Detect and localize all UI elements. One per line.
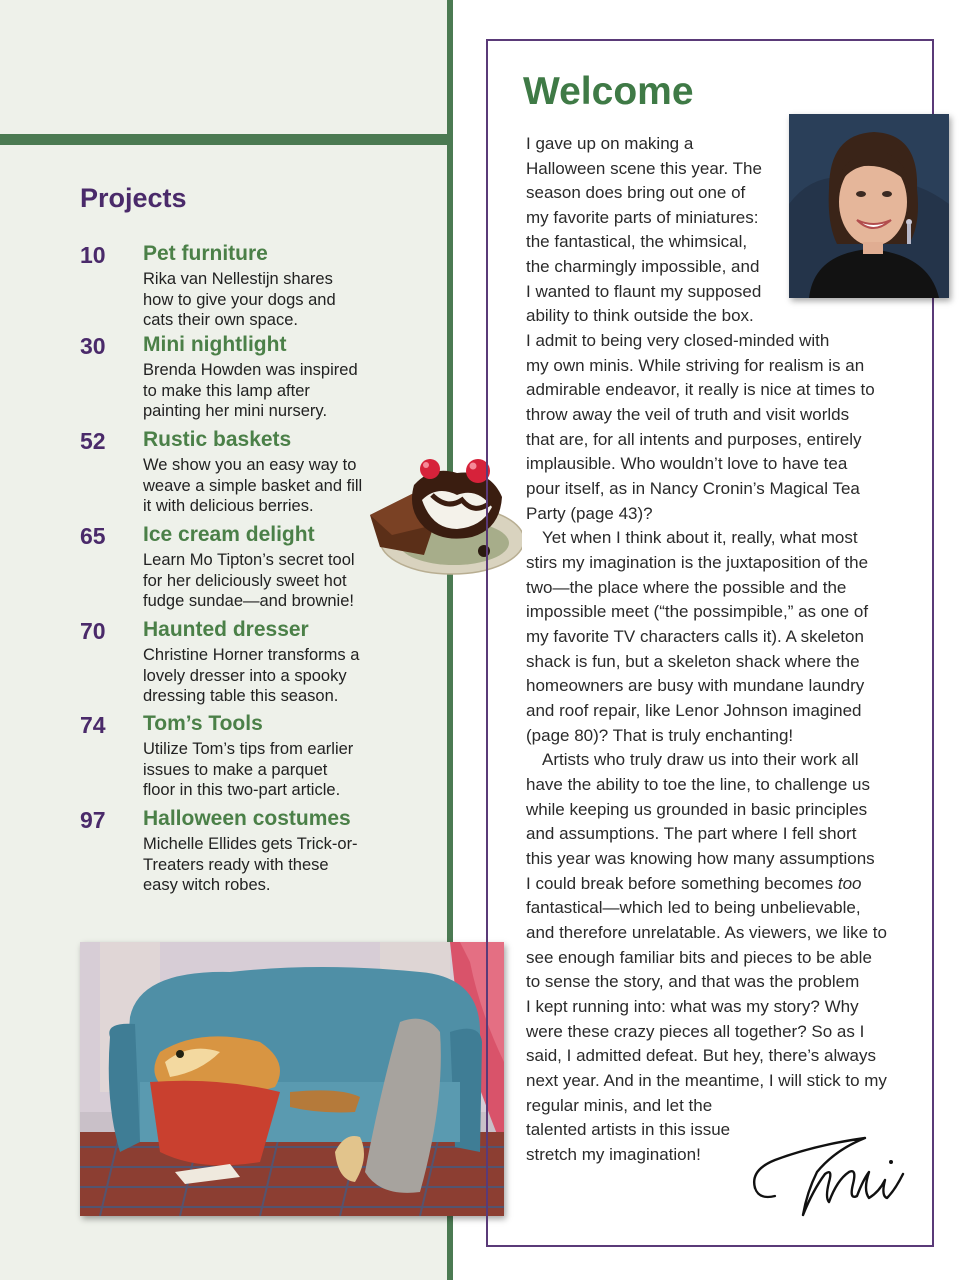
letter-line: (page 80)? That is truly enchanting! <box>526 726 794 745</box>
horizontal-rule <box>0 134 452 145</box>
project-title[interactable]: Haunted dresser <box>143 618 309 641</box>
letter-line: fantastical—which led to being unbelievable, <box>526 898 861 917</box>
letter-line: I wanted to flaunt my supposed <box>526 282 762 301</box>
miniature-sofa-photo <box>80 942 504 1216</box>
letter-line: stretch my imagination! <box>526 1145 701 1164</box>
letter-line: pour itself, as in Nancy Cronin’s Magical Tea <box>526 479 860 498</box>
project-title[interactable]: Pet furniture <box>143 242 268 265</box>
letter-line: my favorite TV characters calls it). A skeleton <box>526 627 864 646</box>
letter-line: I could break before something becomes too <box>526 874 862 893</box>
letter-line: two—the place where the possible and the <box>526 578 847 597</box>
letter-line: the fantastical, the whimsical, <box>526 232 748 251</box>
project-page-number: 30 <box>80 333 106 359</box>
letter-line: have the ability to toe the line, to challenge us <box>526 775 871 794</box>
letter-line: implausible. Who wouldn’t love to have tea <box>526 454 848 473</box>
project-description: Christine Horner transforms a lovely dresser into a spooky dressing table this season. <box>143 646 360 705</box>
project-title[interactable]: Ice cream delight <box>143 523 315 546</box>
letter-line: and therefore unrelatable. As viewers, we like to <box>526 923 887 942</box>
letter-line: my favorite parts of miniatures: <box>526 208 759 227</box>
letter-line: I gave up on making a <box>526 134 694 153</box>
project-title[interactable]: Rustic baskets <box>143 428 292 451</box>
letter-line: stirs my imagination is the juxtaposition of the <box>526 553 869 572</box>
project-page-number: 70 <box>80 618 106 644</box>
project-page-number: 74 <box>80 712 106 738</box>
signature <box>745 1110 910 1220</box>
letter-line: Yet when I think about it, really, what most <box>542 528 858 547</box>
letter-line: I admit to being very closed-minded with <box>526 331 830 350</box>
project-description: We show you an easy way to weave a simple basket and fill it with delicious berries. <box>143 456 363 515</box>
project-page-number: 52 <box>80 428 106 454</box>
project-title[interactable]: Mini nightlight <box>143 333 287 356</box>
letter-line: my own minis. While striving for realism is an <box>526 356 865 375</box>
letter-line: were these crazy pieces all together? So as I <box>526 1022 865 1041</box>
project-page-number: 65 <box>80 523 106 549</box>
letter-line: and roof repair, like Lenor Johnson imagined <box>526 701 862 720</box>
editor-portrait-photo <box>789 114 949 298</box>
letter-line: and assumptions. The part where I fell short <box>526 824 857 843</box>
letter-line: the charmingly impossible, and <box>526 257 760 276</box>
letter-line: regular minis, and let the <box>526 1096 713 1115</box>
letter-line: next year. And in the meantime, I will stick to my <box>526 1071 887 1090</box>
letter-line: that are, for all intents and purposes, entirely <box>526 430 862 449</box>
project-title[interactable]: Halloween costumes <box>143 807 351 830</box>
project-description: Brenda Howden was inspired to make this lamp after painting her mini nursery. <box>143 361 358 420</box>
project-description: Utilize Tom’s tips from earlier issues to make a parquet floor in this two-part article. <box>143 740 354 799</box>
welcome-heading: Welcome <box>523 70 694 113</box>
letter-line: see enough familiar bits and pieces to be able <box>526 948 872 967</box>
letter-line: admirable endeavor, it really is nice at times to <box>526 380 875 399</box>
project-description: Learn Mo Tipton’s secret tool for her deliciously sweet hot fudge sundae—and brownie! <box>143 551 355 610</box>
letter-line: ability to think outside the box. <box>526 306 754 325</box>
letter-line: throw away the veil of truth and visit worlds <box>526 405 850 424</box>
letter-line: season does bring out one of <box>526 183 746 202</box>
letter-line: Party (page 43)? <box>526 504 653 523</box>
project-page-number: 10 <box>80 242 106 268</box>
letter-line: said, I admitted defeat. But hey, there’s always <box>526 1046 876 1065</box>
letter-line: I kept running into: what was my story? Why <box>526 997 859 1016</box>
projects-heading: Projects <box>80 183 187 213</box>
letter-line: Halloween scene this year. The <box>526 159 762 178</box>
letter-line: talented artists in this issue <box>526 1120 731 1139</box>
project-title[interactable]: Tom’s Tools <box>143 712 263 735</box>
project-description: Rika van Nellestijn shares how to give your dogs and cats their own space. <box>143 270 336 329</box>
letter-line: impossible meet (“the possimpible,” as one of <box>526 602 869 621</box>
letter-line: to sense the story, and that was the problem <box>526 972 860 991</box>
letter-line: shack is fun, but a skeleton shack where the <box>526 652 860 671</box>
letter-line: this year was knowing how many assumptions <box>526 849 875 868</box>
project-page-number: 97 <box>80 807 106 833</box>
letter-line: while keeping us grounded in basic principles <box>526 800 868 819</box>
project-description: Michelle Ellides gets Trick-or- Treaters ready with these easy witch robes. <box>143 835 358 894</box>
letter-line: homeowners are busy with mundane laundry <box>526 676 865 695</box>
letter-line: Artists who truly draw us into their work all <box>542 750 859 769</box>
